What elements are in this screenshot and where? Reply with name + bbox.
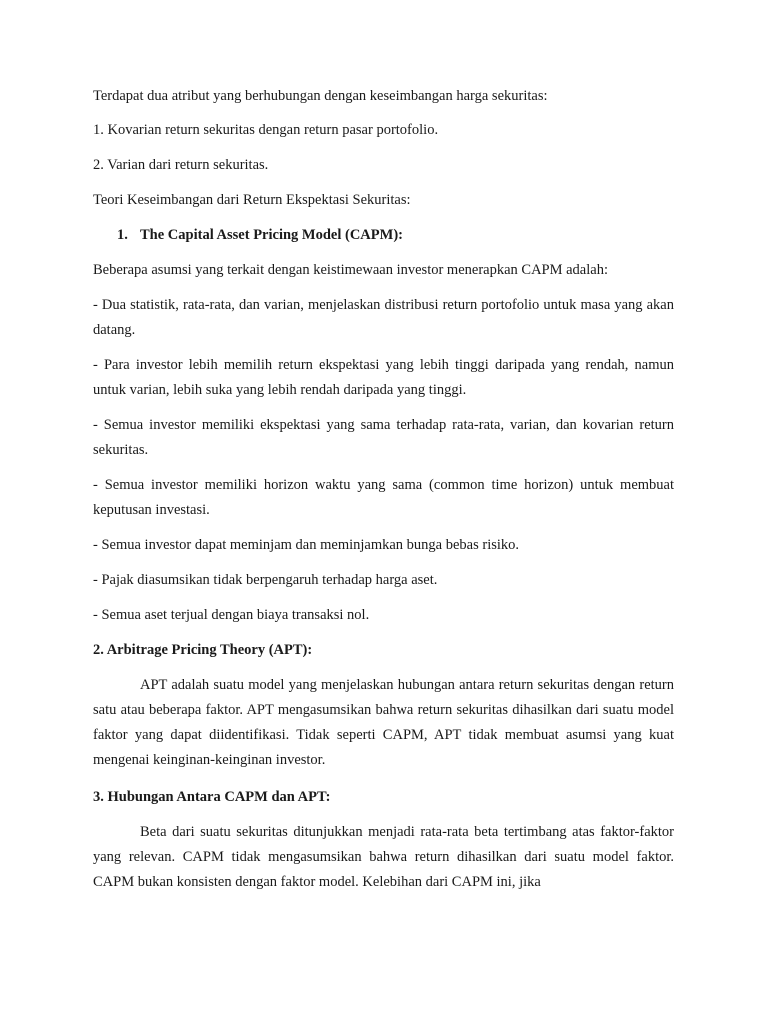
- assumption-item: - Dua statistik, rata-rata, dan varian, menjelaskan distribusi return portofolio untuk masa yang akan datang.: [93, 297, 674, 338]
- section-3-body: Beta dari suatu sekuritas ditunjukkan menjadi rata-rata beta tertimbang atas faktor-faktor yang relevan. CAPM tidak mengasumsikan bahwa return dihasilkan dari suatu model faktor. CAPM bukan konsisten dengan faktor model. Kelebihan dari CAPM ini, jika: [93, 824, 674, 890]
- attribute-item-2: 2. Varian dari return sekuritas.: [93, 157, 269, 173]
- attribute-item-1: 1. Kovarian return sekuritas dengan return pasar portofolio.: [93, 122, 439, 138]
- assumption-item: - Semua investor memiliki ekspektasi yang sama terhadap rata-rata, varian, dan kovarian return sekuritas.: [93, 417, 674, 458]
- section-2-heading: 2. Arbitrage Pricing Theory (APT):: [93, 642, 313, 658]
- capm-intro-text: Beberapa asumsi yang terkait dengan keistimewaan investor menerapkan CAPM adalah:: [93, 262, 608, 278]
- section-1-number: 1.: [117, 227, 128, 243]
- intro-text: Terdapat dua atribut yang berhubungan dengan keseimbangan harga sekuritas:: [93, 88, 548, 104]
- section-1-heading: [117, 223, 674, 248]
- assumption-item: - Para investor lebih memilih return ekspektasi yang lebih tinggi daripada yang rendah, namun untuk varian, lebih suka yang lebih rendah daripada yang tinggi.: [93, 357, 674, 398]
- section-1-title: The Capital Asset Pricing Model (CAPM):: [140, 227, 403, 243]
- assumption-item: - Semua investor memiliki horizon waktu yang sama (common time horizon) untuk membuat keputusan investasi.: [93, 477, 674, 518]
- assumption-item: - Semua investor dapat meminjam dan meminjamkan bunga bebas risiko.: [93, 537, 520, 553]
- section-2-body: APT adalah suatu model yang menjelaskan hubungan antara return sekuritas dengan return satu atau beberapa faktor. APT mengasumsikan bahwa return sekuritas dihasilkan dari suatu model faktor yang dapat diidentifikasi. Tidak seperti CAPM, APT tidak membuat asumsi yang kuat mengenai keinginan-keinginan investor.: [93, 677, 674, 768]
- assumption-item: - Pajak diasumsikan tidak berpengaruh terhadap harga aset.: [93, 572, 438, 588]
- theory-intro-text: Teori Keseimbangan dari Return Ekspektasi Sekuritas:: [93, 192, 411, 208]
- assumption-item: - Semua aset terjual dengan biaya transaksi nol.: [93, 607, 370, 623]
- section-3-heading: 3. Hubungan Antara CAPM dan APT:: [93, 789, 331, 805]
